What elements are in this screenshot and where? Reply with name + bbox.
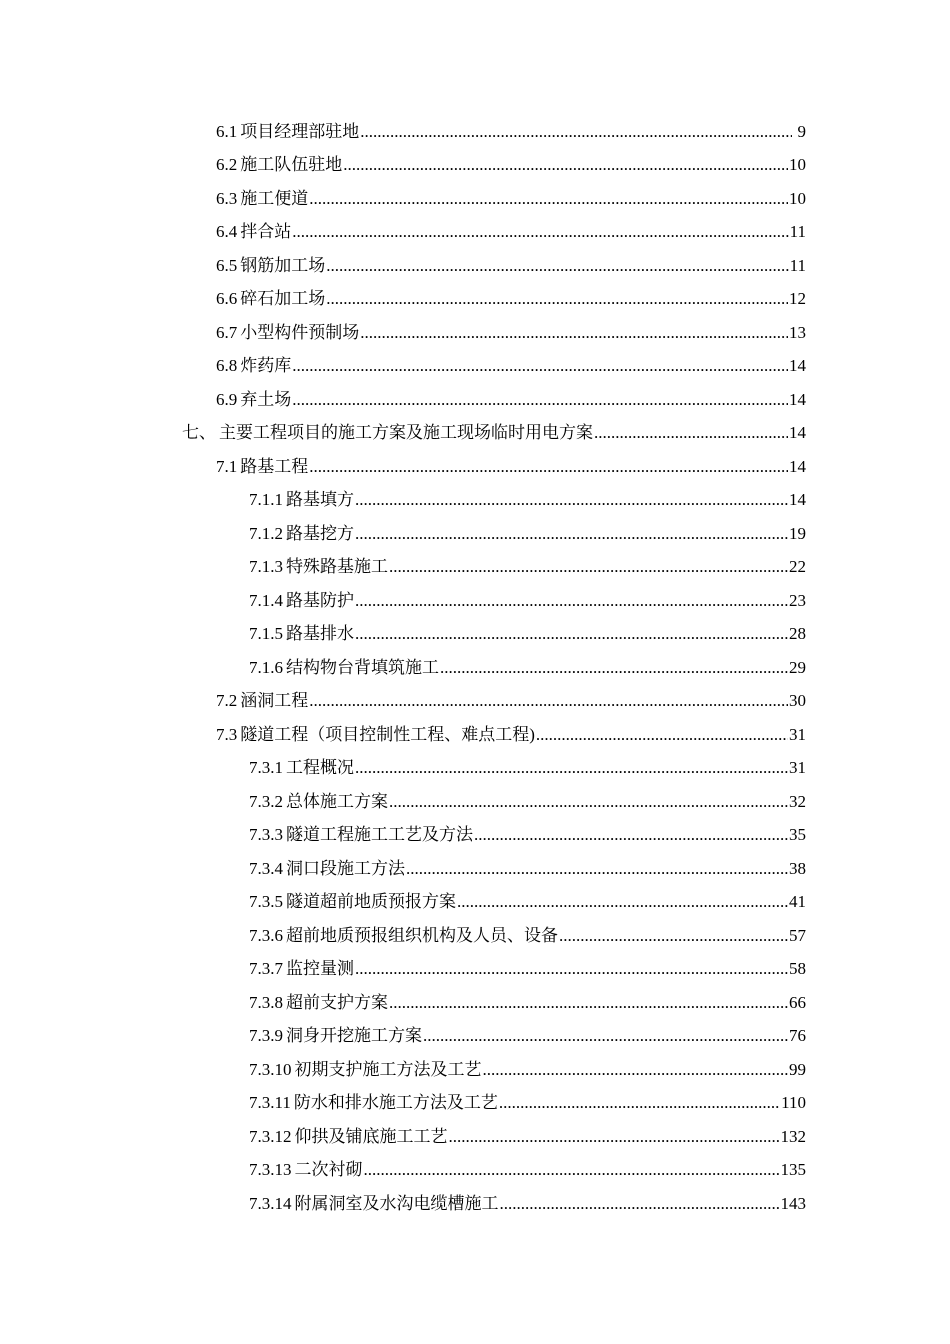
toc-entry-title: 施工队伍驻地 [240,155,343,175]
dot-leader [406,859,788,879]
dot-leader [499,1093,780,1113]
toc-entry-page-number: 76 [789,1026,806,1046]
toc-entry-title: 路基排水 [286,624,354,644]
dot-leader [355,490,788,510]
toc-entry[interactable] [0,651,950,685]
toc-entry-title: 拌合站 [240,222,292,242]
dot-leader [326,256,788,276]
toc-entry-title: 超前支护方案 [286,992,388,1012]
toc-entry[interactable] [0,852,950,886]
dot-leader [309,457,788,477]
toc-entry-page-number: 13 [789,322,806,342]
toc-entry[interactable] [0,752,950,786]
toc-entry-number: 7.1.4 [249,590,283,610]
toc-entry-page-number: 14 [789,456,806,476]
toc-entry-number: 7.3.8 [249,992,283,1012]
toc-entry-number: 7.3.13 [249,1160,292,1180]
toc-entry-page-number: 14 [789,356,806,376]
toc-entry[interactable] [0,886,950,920]
toc-entry-number: 七、 [182,423,216,443]
toc-entry-title: 初期支护施工方法及工艺 [294,1059,482,1079]
toc-entry-number: 7.1 [216,456,238,476]
toc-entry-number: 7.1.3 [249,557,283,577]
toc-entry-title: 洞口段施工方法 [286,858,405,878]
toc-entry-page-number: 110 [781,1093,806,1113]
dot-leader [292,222,788,242]
toc-entry-number: 6.6 [216,289,238,309]
toc-entry[interactable] [0,986,950,1020]
toc-entry[interactable] [0,316,950,350]
toc-entry[interactable] [0,1187,950,1221]
toc-entry-title: 隧道超前地质预报方案 [286,892,456,912]
dot-leader [474,825,788,845]
toc-entry[interactable] [0,115,950,149]
toc-entry[interactable] [0,1154,950,1188]
toc-entry-page-number: 41 [789,892,806,912]
toc-entry-number: 7.1.2 [249,523,283,543]
toc-entry-title: 涵洞工程 [240,691,309,711]
toc-entry-page-number: 31 [789,758,806,778]
toc-entry-page-number: 14 [789,389,806,409]
toc-entry-title: 总体施工方案 [286,791,388,811]
toc-entry-title: 隧道工程施工工艺及方法 [286,825,473,845]
dot-leader [389,557,788,577]
toc-entry-number: 7.3.12 [249,1126,292,1146]
toc-entry-number: 7.1.6 [249,657,283,677]
toc-entry-number: 6.1 [216,121,238,141]
toc-entry-title: 弃土场 [240,389,292,409]
dot-leader [355,524,788,544]
toc-entry[interactable] [0,1053,950,1087]
toc-entry-title: 工程概况 [286,758,354,778]
toc-entry-number: 7.3.6 [249,925,283,945]
toc-entry-number: 7.1.1 [249,490,283,510]
toc-entry[interactable] [0,149,950,183]
toc-entry[interactable] [0,216,950,250]
toc-entry-title: 路基防护 [286,590,354,610]
dot-leader [309,691,788,711]
toc-entry-number: 6.4 [216,222,238,242]
toc-entry-number: 7.2 [216,691,238,711]
toc-entry-number: 6.8 [216,356,238,376]
toc-entry-title: 路基挖方 [286,523,354,543]
dot-leader [559,926,788,946]
toc-entry[interactable] [0,484,950,518]
toc-entry-title: 附属洞室及水沟电缆槽施工 [294,1193,499,1213]
toc-entry[interactable] [0,283,950,317]
toc-entry-title: 碎石加工场 [240,289,326,309]
dot-leader [457,892,788,912]
dot-leader [449,1127,780,1147]
dot-leader [500,1194,780,1214]
toc-entry-title: 小型构件预制场 [240,322,360,342]
toc-entry-number: 6.3 [216,188,238,208]
dot-leader [389,993,788,1013]
toc-entry[interactable] [0,1087,950,1121]
toc-entry[interactable] [0,517,950,551]
toc-entry-title: 隧道工程（项目控制性工程、难点工程) [240,724,535,744]
toc-entry-number: 7.1.5 [249,624,283,644]
toc-entry-page-number: 10 [789,188,806,208]
toc-entry-page-number: 19 [789,523,806,543]
toc-entry-page-number: 22 [789,557,806,577]
dot-leader [389,792,788,812]
toc-entry[interactable] [0,182,950,216]
toc-entry-title: 施工便道 [240,188,309,208]
toc-entry-title: 监控量测 [286,959,354,979]
toc-entry-title: 超前地质预报组织机构及人员、设备 [286,925,558,945]
toc-entry-page-number: 28 [789,624,806,644]
toc-entry[interactable] [0,618,950,652]
toc-entry-number: 7.3.1 [249,758,283,778]
toc-entry-title: 钢筋加工场 [240,255,326,275]
toc-entry[interactable] [0,350,950,384]
toc-entry[interactable] [0,785,950,819]
toc-entry[interactable] [0,819,950,853]
toc-entry[interactable] [0,551,950,585]
toc-entry[interactable] [0,450,950,484]
toc-entry-number: 7.3.5 [249,892,283,912]
toc-entry-number: 7.3.11 [249,1093,291,1113]
toc-entry-page-number: 29 [789,657,806,677]
toc-entry-page-number: 11 [789,222,806,242]
toc-entry-number: 7.3.14 [249,1193,292,1213]
toc-entry-page-number: 11 [789,255,806,275]
table-of-contents [0,115,950,1221]
toc-entry[interactable] [0,685,950,719]
toc-entry-page-number: 30 [789,691,806,711]
toc-entry-page-number: 32 [789,791,806,811]
toc-entry-page-number: 66 [789,992,806,1012]
toc-entry-page-number: 14 [789,423,806,443]
dot-leader [292,390,788,410]
dot-leader [292,356,788,376]
toc-entry-title: 防水和排水施工方法及工艺 [293,1093,498,1113]
toc-entry-page-number: 99 [789,1059,806,1079]
dot-leader [440,658,788,678]
toc-entry[interactable] [0,584,950,618]
toc-entry-page-number: 10 [789,155,806,175]
toc-entry-title: 仰拱及铺底施工工艺 [294,1126,448,1146]
toc-entry[interactable] [0,919,950,953]
toc-entry-title: 结构物台背填筑施工 [286,657,439,677]
dot-leader [360,323,788,343]
toc-entry-page-number: 132 [780,1126,806,1146]
dot-leader [355,758,788,778]
dot-leader [423,1026,788,1046]
dot-leader [355,591,788,611]
toc-entry-number: 6.5 [216,255,238,275]
toc-entry-page-number: 57 [789,925,806,945]
dot-leader [360,122,791,142]
toc-entry-page-number: 9 [797,121,806,141]
toc-entry[interactable] [0,417,950,451]
toc-entry-number: 7.3.9 [249,1026,283,1046]
toc-entry-title: 二次衬砌 [294,1160,363,1180]
toc-entry-number: 7.3.7 [249,959,283,979]
toc-entry-number: 6.7 [216,322,238,342]
dot-leader [483,1060,789,1080]
toc-entry-page-number: 14 [789,490,806,510]
toc-entry-page-number: 143 [780,1193,806,1213]
toc-entry-page-number: 38 [789,858,806,878]
dot-leader [536,725,788,745]
toc-entry-page-number: 12 [789,289,806,309]
toc-entry-title: 路基填方 [286,490,354,510]
toc-entry-number: 6.2 [216,155,238,175]
toc-entry-title: 特殊路基施工 [286,557,388,577]
toc-entry[interactable] [0,953,950,987]
toc-entry-page-number: 135 [780,1160,806,1180]
toc-entry-number: 7.3 [216,724,238,744]
toc-entry-title: 项目经理部驻地 [240,121,360,141]
toc-entry-title: 洞身开挖施工方案 [286,1026,422,1046]
toc-entry[interactable] [0,1120,950,1154]
toc-entry[interactable] [0,1020,950,1054]
toc-entry-page-number: 23 [789,590,806,610]
toc-entry-number: 7.3.10 [249,1059,292,1079]
dot-leader [355,624,788,644]
toc-entry-page-number: 58 [789,959,806,979]
toc-entry-number: 7.3.4 [249,858,283,878]
toc-entry-number: 6.9 [216,389,238,409]
toc-entry-number: 7.3.3 [249,825,283,845]
toc-entry-title: 主要工程项目的施工方案及施工现场临时用电方案 [219,423,593,443]
dot-leader [326,289,788,309]
toc-entry[interactable] [0,383,950,417]
dot-leader [343,155,788,175]
dot-leader [355,959,788,979]
dot-leader [309,189,788,209]
dot-leader [594,423,788,443]
toc-entry-page-number: 35 [789,825,806,845]
toc-entry-number: 7.3.2 [249,791,283,811]
toc-entry-title: 炸药库 [240,356,292,376]
toc-entry-title: 路基工程 [240,456,309,476]
toc-entry[interactable] [0,249,950,283]
toc-entry[interactable] [0,718,950,752]
dot-leader [364,1160,780,1180]
toc-entry-page-number: 31 [789,724,806,744]
